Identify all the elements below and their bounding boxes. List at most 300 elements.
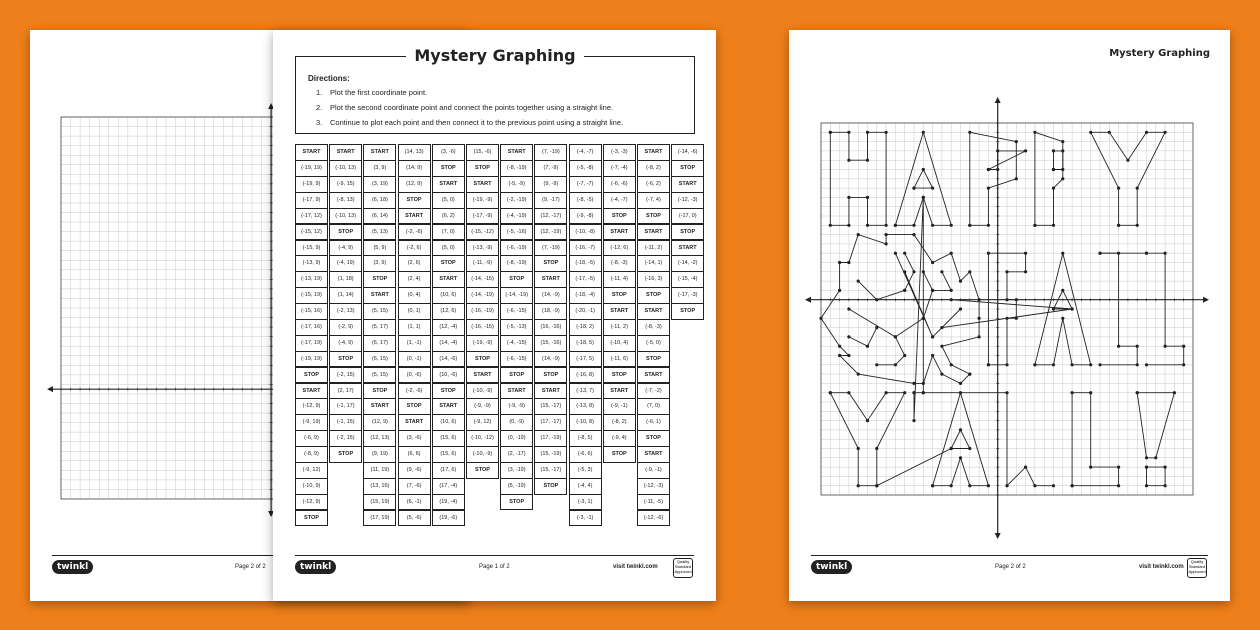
reveal-point — [838, 354, 841, 357]
reveal-point — [940, 326, 943, 329]
reveal-point — [1052, 187, 1055, 190]
coordinate-cell: (-15, 12) — [295, 224, 328, 241]
coordinate-cell: (-13, 8) — [569, 398, 602, 415]
reveal-point — [857, 484, 860, 487]
coordinate-cell: (-1, 17) — [329, 398, 362, 415]
coordinate-cell: STOP — [363, 271, 396, 288]
coordinate-cell: (-18, 5) — [569, 335, 602, 352]
reveal-point — [1145, 466, 1148, 469]
coordinate-cell: (3, 9) — [363, 160, 396, 177]
reveal-point — [912, 187, 915, 190]
worksheet-title: Mystery Graphing — [406, 46, 583, 65]
coordinate-cell: (-9, 12) — [466, 414, 499, 431]
coordinate-cell: (2, -17) — [500, 446, 533, 463]
reveal-point — [978, 317, 981, 320]
reveal-point — [1061, 168, 1064, 171]
coordinate-cell: (14, 9) — [398, 160, 431, 177]
coordinate-cell: (-10, -9) — [466, 446, 499, 463]
coordinate-cell: (-10, 13) — [329, 208, 362, 225]
coordinate-column — [398, 145, 431, 526]
reveal-point — [1145, 363, 1148, 366]
coordinate-cell: (-11, -5) — [637, 494, 670, 511]
direction-item: 1. Plot the first coordinate point. — [316, 88, 428, 97]
coordinate-cell: (15, 6) — [432, 430, 465, 447]
reveal-point — [1164, 466, 1167, 469]
coordinate-cell: (-6, 2) — [637, 176, 670, 193]
reveal-point — [1117, 187, 1120, 190]
reveal-point — [940, 270, 943, 273]
coordinate-cell: (-15, 19) — [295, 287, 328, 304]
reveal-point — [847, 196, 850, 199]
reveal-point — [866, 345, 869, 348]
coordinate-cell: STOP — [637, 351, 670, 368]
reveal-point — [819, 317, 822, 320]
reveal-point — [903, 270, 906, 273]
coordinate-cell: (-8, 9) — [295, 446, 328, 463]
reveal-point — [1117, 224, 1120, 227]
coordinate-cell: (-12, 9) — [295, 398, 328, 415]
reveal-point — [968, 484, 971, 487]
coordinate-cell: (-7, 4) — [637, 192, 670, 209]
coordinate-cell: (-8, -3) — [637, 319, 670, 336]
coordinate-cell: STOP — [500, 271, 533, 288]
coordinate-cell: START — [432, 176, 465, 193]
coordinate-cell: (16, -16) — [534, 319, 567, 336]
coordinate-column — [500, 145, 533, 510]
coordinate-cell: (-2, -19) — [500, 192, 533, 209]
coordinate-cell: START — [363, 144, 396, 161]
reveal-point — [1024, 270, 1027, 273]
reveal-point — [1033, 131, 1036, 134]
coordinate-cell: (3, -19) — [500, 462, 533, 479]
reveal-point — [875, 447, 878, 450]
coordinate-cell: (-8, -5) — [569, 192, 602, 209]
coordinate-cell: STOP — [637, 287, 670, 304]
reveal-point — [847, 131, 850, 134]
coordinate-cell: STOP — [500, 367, 533, 384]
coordinate-cell: (-5, -9) — [500, 176, 533, 193]
coordinate-cell: STOP — [329, 351, 362, 368]
coordinate-cell: START — [637, 303, 670, 320]
coordinate-cell: (11, 19) — [363, 462, 396, 479]
reveal-point — [931, 354, 934, 357]
reveal-line — [923, 272, 932, 319]
coordinate-cell: (-9, 19) — [295, 414, 328, 431]
coordinate-cell: STOP — [466, 462, 499, 479]
coordinate-cell: STOP — [671, 160, 704, 177]
reveal-point — [1071, 363, 1074, 366]
coordinate-cell: STOP — [329, 446, 362, 463]
coordinate-cell: (-8, -19) — [500, 255, 533, 272]
reveal-point — [1089, 391, 1092, 394]
coordinate-cell: (17, 19) — [363, 510, 396, 527]
coordinate-cell: (14, 13) — [398, 144, 431, 161]
coordinate-cell: (-6, -15) — [500, 351, 533, 368]
coordinate-cell: (-5, -16) — [500, 224, 533, 241]
coordinate-cell: (2, 17) — [329, 383, 362, 400]
coordinate-cell: (5, 0) — [432, 240, 465, 257]
coordinate-cell: (-14, -15) — [466, 271, 499, 288]
coordinate-cell: (15, -19) — [534, 446, 567, 463]
reveal-point — [996, 168, 999, 171]
coordinate-cell: (-6, 6) — [569, 446, 602, 463]
coordinate-cell: (19, -6) — [432, 510, 465, 527]
reveal-point — [1108, 131, 1111, 134]
reveal-point — [1052, 484, 1055, 487]
coordinate-cell: STOP — [295, 367, 328, 384]
reveal-point — [894, 252, 897, 255]
coordinate-cell: START — [329, 144, 362, 161]
reveal-point — [996, 149, 999, 152]
coordinate-column — [432, 145, 465, 526]
coordinate-cell: STOP — [398, 192, 431, 209]
reveal-point — [1061, 289, 1064, 292]
reveal-point — [912, 419, 915, 422]
coordinate-cell: (-19, -9) — [466, 335, 499, 352]
coordinate-cell: (0, -1) — [398, 351, 431, 368]
reveal-point — [931, 335, 934, 338]
reveal-point — [922, 382, 925, 385]
reveal-point — [903, 354, 906, 357]
reveal-point — [1098, 363, 1101, 366]
reveal-point — [885, 224, 888, 227]
coordinate-cell: (5, -6) — [398, 510, 431, 527]
reveal-point — [1136, 363, 1139, 366]
coordinate-cell: (-7, -2) — [637, 383, 670, 400]
coordinate-cell: (-15, -12) — [466, 224, 499, 241]
coordinate-cell: (-17, 5) — [569, 351, 602, 368]
coordinate-cell: (0, 4) — [398, 287, 431, 304]
coordinate-cell: (-1, 15) — [329, 414, 362, 431]
reveal-point — [838, 289, 841, 292]
coordinate-column — [671, 145, 704, 320]
coordinate-cell: (10, 6) — [432, 414, 465, 431]
coordinate-cell: (5, 15) — [363, 303, 396, 320]
reveal-point — [1136, 187, 1139, 190]
coordinate-cell: (-10, 9) — [295, 478, 328, 495]
coordinate-cell: (-2, 15) — [329, 367, 362, 384]
coordinate-cell: (9, -9) — [534, 176, 567, 193]
reveal-point — [912, 233, 915, 236]
reveal-shape — [931, 307, 962, 338]
reveal-point — [838, 345, 841, 348]
coordinate-cell: (9, -17) — [534, 192, 567, 209]
reveal-point — [857, 233, 860, 236]
reveal-point — [1015, 177, 1018, 180]
coordinate-cell: (1, -1) — [398, 335, 431, 352]
reveal-point — [894, 335, 897, 338]
reveal-point — [987, 187, 990, 190]
coordinate-column — [569, 145, 602, 526]
quality-badge: Quality Standard Approved — [1187, 558, 1207, 578]
coordinate-cell: (-10, 13) — [329, 160, 362, 177]
reveal-point — [866, 131, 869, 134]
reveal-point — [1089, 466, 1092, 469]
reveal-point — [1145, 484, 1148, 487]
coordinate-cell: (-12, 9) — [295, 494, 328, 511]
reveal-point — [847, 224, 850, 227]
reveal-point — [950, 484, 953, 487]
reveal-point — [1071, 484, 1074, 487]
reveal-point — [968, 373, 971, 376]
coordinate-cell: (6, -1) — [398, 494, 431, 511]
coordinate-cell: (1, 1) — [398, 319, 431, 336]
reveal-point — [857, 447, 860, 450]
coordinate-cell: (-11, 2) — [637, 240, 670, 257]
reveal-point — [1164, 345, 1167, 348]
reveal-point — [1052, 149, 1055, 152]
reveal-point — [1145, 456, 1148, 459]
coordinate-cell: STOP — [432, 255, 465, 272]
reveal-point — [1061, 149, 1064, 152]
reveal-point — [875, 326, 878, 329]
reveal-point — [912, 391, 915, 394]
coordinate-cell: (0, -6) — [398, 367, 431, 384]
coordinate-cell: (-6, 1) — [637, 414, 670, 431]
coordinate-cell: (-9, 12) — [295, 462, 328, 479]
coordinate-cell: STOP — [432, 160, 465, 177]
coordinate-column — [603, 145, 636, 463]
reveal-point — [1033, 484, 1036, 487]
reveal-point — [931, 261, 934, 264]
coordinate-cell: (5, 9) — [363, 240, 396, 257]
coordinate-cell: (13, 16) — [363, 478, 396, 495]
twinkl-logo: twinkl — [52, 560, 93, 574]
coordinate-cell: START — [603, 224, 636, 241]
reveal-point — [1145, 131, 1148, 134]
reveal-point — [978, 298, 981, 301]
reveal-point — [1015, 140, 1018, 143]
reveal-point — [885, 131, 888, 134]
reveal-point — [922, 317, 925, 320]
page-number: Page 1 of 2 — [479, 564, 510, 570]
coordinate-cell: (-15, 9) — [295, 240, 328, 257]
coordinate-cell: (17, -17) — [534, 414, 567, 431]
coordinate-cell: STOP — [637, 208, 670, 225]
x-axis-arrow-right — [1203, 297, 1209, 303]
coordinate-cell: (-6, -15) — [500, 303, 533, 320]
coordinate-cell: (14, -9) — [534, 287, 567, 304]
reveal-point — [866, 224, 869, 227]
direction-item: 3. Continue to plot each point and then connect it to the previous point using a straight line. — [316, 118, 624, 127]
coordinate-cell: (7, -19) — [534, 240, 567, 257]
reveal-point — [866, 196, 869, 199]
reveal-point — [950, 363, 953, 366]
coordinate-cell: START — [534, 383, 567, 400]
coordinate-cell: (-2, 15) — [329, 430, 362, 447]
reveal-point — [968, 447, 971, 450]
reveal-point — [1061, 317, 1064, 320]
coordinate-cell: START — [637, 446, 670, 463]
reveal-point — [959, 382, 962, 385]
reveal-point — [922, 131, 925, 134]
coordinate-cell: (3, -6) — [398, 430, 431, 447]
reveal-point — [903, 252, 906, 255]
reveal-point — [1126, 159, 1129, 162]
reveal-point — [1061, 177, 1064, 180]
coordinate-cell: (-5, -13) — [500, 319, 533, 336]
reveal-point — [1005, 484, 1008, 487]
coordinate-cell: (19, -4) — [432, 494, 465, 511]
coordinate-cell: (0, 1) — [398, 303, 431, 320]
direction-item: 2. Plot the second coordinate point and connect the points together using a straight line. — [316, 103, 614, 112]
coordinate-cell: (-5, -8) — [569, 160, 602, 177]
coordinate-cell: (-16, 8) — [569, 367, 602, 384]
reveal-point — [847, 307, 850, 310]
reveal-point — [1173, 391, 1176, 394]
coordinate-cell: (-6, 9) — [295, 430, 328, 447]
coordinate-cell: (10, 6) — [432, 287, 465, 304]
coordinate-cell: START — [466, 176, 499, 193]
coordinate-cell: START — [500, 144, 533, 161]
coordinate-cell: (-17, -5) — [569, 271, 602, 288]
coordinate-cell: (-11, 6) — [603, 351, 636, 368]
coordinate-cell: START — [500, 383, 533, 400]
coordinate-cell: (9, 19) — [363, 446, 396, 463]
coordinate-cell: (-13, 9) — [295, 255, 328, 272]
y-axis-arrow-up — [995, 97, 1001, 103]
reveal-point — [1089, 131, 1092, 134]
coordinate-cell: (6, 17) — [363, 335, 396, 352]
coordinate-cell: (-8, 13) — [329, 192, 362, 209]
reveal-point — [912, 270, 915, 273]
reveal-point — [1024, 149, 1027, 152]
coordinate-cell: (-9, -1) — [637, 462, 670, 479]
reveal-point — [987, 168, 990, 171]
coordinate-cell: (-8, 2) — [637, 160, 670, 177]
coordinate-cell: (-9, -8) — [569, 208, 602, 225]
reveal-point — [959, 428, 962, 431]
coordinate-cell: (-2, -6) — [398, 383, 431, 400]
coordinate-cell: (-16, -19) — [466, 303, 499, 320]
coordinate-cell: (7, 0) — [637, 398, 670, 415]
reveal-point — [1024, 466, 1027, 469]
reveal-point — [959, 280, 962, 283]
coordinate-cell: (17, 6) — [432, 462, 465, 479]
coordinate-cell: (1, 18) — [329, 271, 362, 288]
coordinate-column — [534, 145, 567, 495]
reveal-point — [987, 252, 990, 255]
coordinate-cell: START — [295, 144, 328, 161]
coordinate-cell: (0, -9) — [500, 414, 533, 431]
coordinate-cell: (14, -9) — [534, 351, 567, 368]
reveal-point — [1033, 224, 1036, 227]
coordinate-cell: STOP — [432, 383, 465, 400]
directions-box — [295, 46, 695, 134]
coordinate-cell: (-11, 4) — [603, 271, 636, 288]
reveal-point — [950, 289, 953, 292]
coordinate-cell: (-15, -4) — [671, 271, 704, 288]
reveal-point — [968, 224, 971, 227]
coordinate-cell: STOP — [603, 287, 636, 304]
coordinate-cell: (-10, -9) — [466, 383, 499, 400]
coordinate-cell: (-17, -3) — [671, 287, 704, 304]
coordinate-cell: STOP — [534, 255, 567, 272]
reveal-point — [1005, 391, 1008, 394]
coordinate-cell: (-14, 1) — [637, 255, 670, 272]
coordinate-cell: (-16, -15) — [466, 319, 499, 336]
reveal-point — [903, 289, 906, 292]
coordinate-cell: (15, -6) — [466, 144, 499, 161]
coordinate-cell: START — [363, 287, 396, 304]
coordinate-cell: (-4, 9) — [329, 335, 362, 352]
reveal-point — [1033, 363, 1036, 366]
coordinate-cell: (2, 6) — [398, 255, 431, 272]
website-link[interactable]: visit twinkl.com — [1139, 564, 1184, 570]
reveal-point — [1136, 391, 1139, 394]
reveal-point — [885, 391, 888, 394]
coordinate-cell: (-12, -6) — [637, 510, 670, 527]
coordinate-cell: (-12, -3) — [671, 192, 704, 209]
coordinate-cell: STOP — [295, 510, 328, 527]
reveal-point — [1024, 252, 1027, 255]
reveal-point — [959, 456, 962, 459]
coordinate-cell: (-13, 19) — [295, 271, 328, 288]
reveal-point — [1071, 307, 1074, 310]
coordinate-cell: STOP — [534, 367, 567, 384]
coordinate-cell: (-9, -9) — [466, 398, 499, 415]
website-link[interactable]: visit twinkl.com — [613, 564, 658, 570]
reveal-point — [1052, 224, 1055, 227]
reveal-point — [940, 345, 943, 348]
coordinate-column — [295, 145, 328, 526]
reveal-point — [987, 484, 990, 487]
answer-title: Mystery Graphing — [1109, 48, 1210, 59]
reveal-point — [1182, 345, 1185, 348]
coordinate-cell: (-10, -12) — [466, 430, 499, 447]
reveal-point — [885, 233, 888, 236]
coordinate-cell: (7, -9) — [534, 160, 567, 177]
directions-list — [316, 86, 623, 131]
coordinate-cell: (-3, -3) — [603, 144, 636, 161]
y-axis-arrow-down — [995, 533, 1001, 539]
coordinate-cell: STOP — [363, 383, 396, 400]
coordinate-cell: (7, 0) — [432, 224, 465, 241]
coordinate-cell: (12, 9) — [398, 176, 431, 193]
coordinate-cell: START — [534, 271, 567, 288]
coordinate-cell: START — [432, 398, 465, 415]
coordinate-cell: (-4, -7) — [603, 192, 636, 209]
reveal-point — [950, 447, 953, 450]
reveal-point — [922, 196, 925, 199]
coordinate-cell: (6, 14) — [363, 208, 396, 225]
coordinate-column — [329, 145, 362, 463]
quality-badge: Quality Standard Approved — [673, 558, 693, 578]
coordinate-cell: START — [637, 144, 670, 161]
reveal-point — [987, 363, 990, 366]
coordinate-cell: (-20, -1) — [569, 303, 602, 320]
coordinate-cell: (-4, 19) — [329, 255, 362, 272]
reveal-point — [1005, 298, 1008, 301]
coordinate-cell: (7, -6) — [398, 478, 431, 495]
reveal-line — [933, 309, 961, 337]
reveal-point — [847, 335, 850, 338]
coordinate-cell: (12, -4) — [432, 319, 465, 336]
reveal-point — [1005, 363, 1008, 366]
coordinate-cell: (-8, -3) — [603, 255, 636, 272]
coordinate-column — [637, 145, 670, 526]
coordinate-cell: STOP — [671, 224, 704, 241]
front-worksheet-page — [273, 30, 716, 601]
reveal-point — [838, 261, 841, 264]
coordinate-cell: STOP — [603, 208, 636, 225]
coordinate-cell: (-4, -15) — [500, 335, 533, 352]
coordinate-cell: (-16, -7) — [569, 240, 602, 257]
coordinate-cell: (-5, 0) — [637, 335, 670, 352]
coordinate-cell: (-8, 5) — [569, 430, 602, 447]
twinkl-logo: twinkl — [811, 560, 852, 574]
coordinate-cell: STOP — [603, 367, 636, 384]
